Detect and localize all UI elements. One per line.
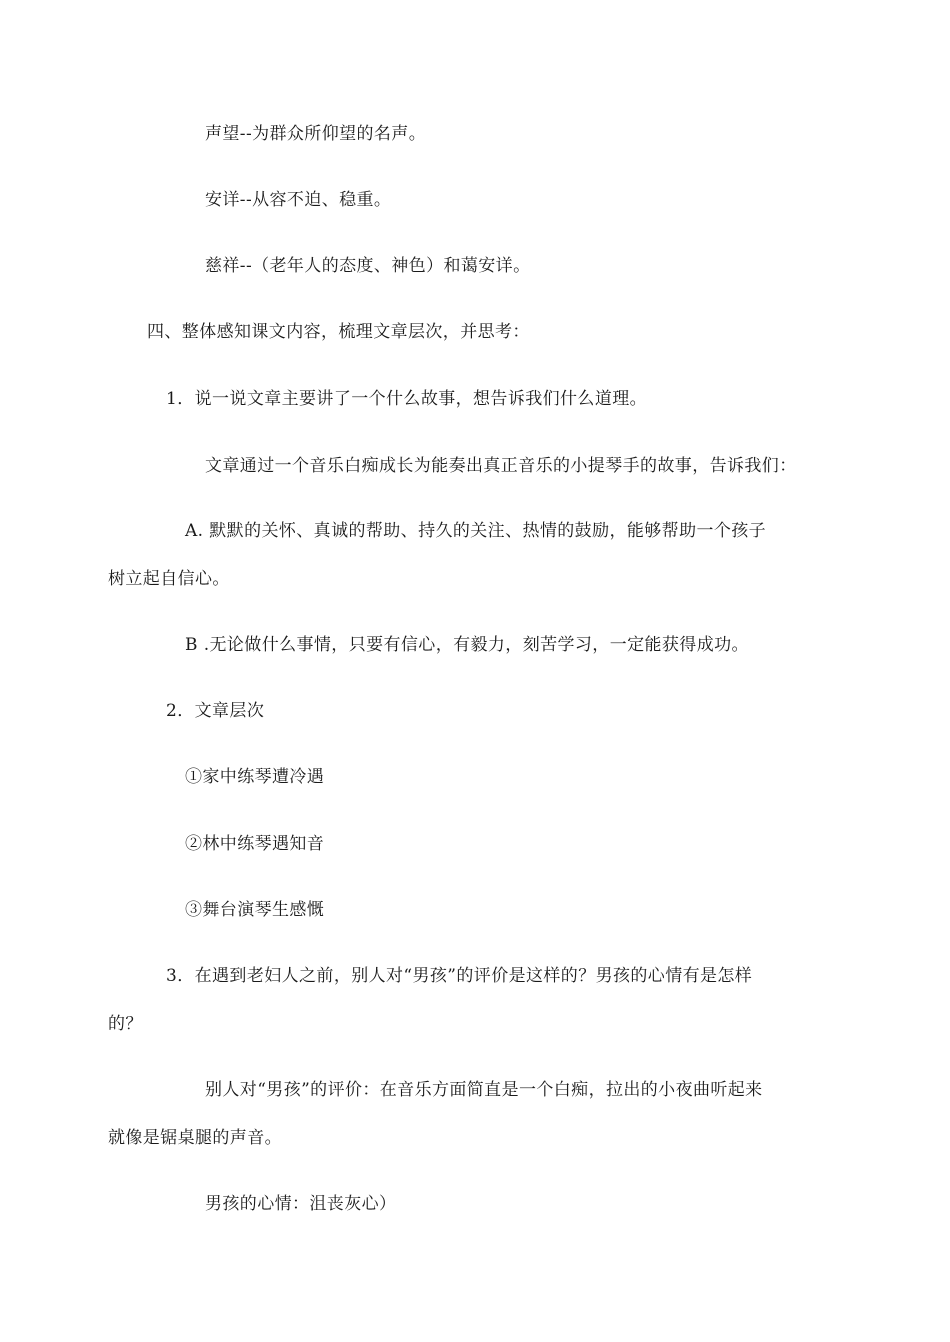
- question-one: 1．说一说文章主要讲了一个什么故事，想告诉我们什么道理。: [166, 389, 648, 409]
- definition-line-cixiang: 慈祥--（老年人的态度、神色）和蔼安详。: [205, 256, 531, 276]
- section-heading-four: 四、整体感知课文内容，梳理文章层次，并思考：: [147, 322, 530, 342]
- definition-line-shengwang: 声望--为群众所仰望的名声。: [205, 124, 427, 144]
- question-three-line2: 的？: [108, 1014, 143, 1034]
- answer-one-a-line2: 树立起自信心。: [108, 569, 230, 589]
- question-three-line1: 3．在遇到老妇人之前，别人对“男孩”的评价是这样的？男孩的心情有是怎样: [166, 966, 753, 986]
- question-two: 2．文章层次: [166, 701, 265, 721]
- answer-one-a-line1: A. 默默的关怀、真诚的帮助、持久的关注、热情的鼓励，能够帮助一个孩子: [185, 521, 767, 541]
- answer-three-mood: 男孩的心情：沮丧灰心）: [205, 1194, 397, 1214]
- structure-item-1: ①家中练琴遭冷遇: [185, 767, 325, 787]
- answer-three-evaluation-line2: 就像是锯桌腿的声音。: [108, 1128, 282, 1148]
- structure-item-3: ③舞台演琴生感慨: [185, 900, 325, 920]
- structure-item-2: ②林中练琴遇知音: [185, 834, 325, 854]
- answer-one-b: B .无论做什么事情，只要有信心，有毅力，刻苦学习，一定能获得成功。: [185, 635, 749, 655]
- answer-one-intro: 文章通过一个音乐白痴成长为能奏出真正音乐的小提琴手的故事，告诉我们：: [205, 456, 797, 476]
- definition-line-anxiang: 安详--从容不迫、稳重。: [205, 190, 392, 210]
- answer-three-evaluation-line1: 别人对“男孩”的评价：在音乐方面简直是一个白痴，拉出的小夜曲听起来: [205, 1080, 763, 1100]
